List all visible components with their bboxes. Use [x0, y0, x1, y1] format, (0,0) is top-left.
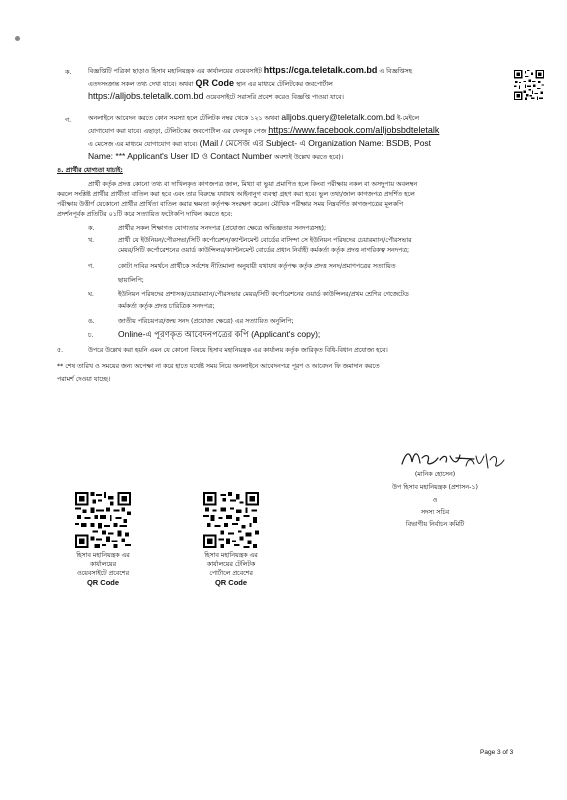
qr-code-inline-label: QR Code — [195, 78, 234, 88]
note-line: ** শেষ তারিখ ও সময়ের জন্য অপেক্ষা না করে হাতে যথেষ্ট সময় নিয়ে অনলাইনে আবেদনপত্র পূরণ ও আবেদন ফি জমাদান করতে — [57, 363, 380, 370]
item-5-text: উপরে উল্লেখ করা হয়নি এমন যে কোনো বিষয়ে হিসাব মহানিয়ন্ত্রক এর কার্যালয় কর্তৃক জারিকৃত বিধি-বিধান প্রযোজ্য হবে। — [88, 347, 388, 354]
list-item-marker: ঘ. — [88, 291, 94, 298]
signatory-title: উপ হিসাব মহানিয়ন্ত্রক (প্রশাসন-১) — [392, 484, 478, 491]
item-ga-text: যোগাযোগ করা যাবে। এছাড়া, টেলিটকের জবপোর্টাল এর ফেসবুক পেজ — [88, 128, 267, 135]
qr-right-caption-line: কার্যালয়ের টেলিটক — [206, 561, 256, 568]
item-5-marker: ৫. — [57, 347, 64, 354]
item-ka-text: বিজ্ঞপ্তিটি পত্রিকা ছাড়াও হিসাব মহানিয়ন্ত্রক এর কার্যালয়ের ওয়েবসাইট — [88, 68, 262, 75]
item-ka-text: ওয়েবসাইটে সরাসরি প্রবেশ করেও বিজ্ঞপ্তি পাওয়া যাবে। — [205, 94, 344, 101]
signatory-name: (মানিক হোসেন) — [414, 471, 456, 478]
small-qr-code-image — [514, 70, 544, 100]
signature-block — [360, 470, 510, 529]
list-item-text: প্রার্থী যে ইউনিয়ন/পৌরসভা/সিটি কর্পোরেশন/ক্যান্টনমেন্ট বোর্ডের বাসিন্দা সে ইউনিয়ন পরিষদের চেয়ারম্যান/পৌরসভার — [118, 237, 412, 244]
item-ga-text: এ মেসেজ এর মাধ্যমে যোগাযোগ করা যাবে। — [88, 141, 198, 148]
signatory-conjunction: ও — [432, 497, 438, 504]
punch-hole-mark — [15, 36, 20, 41]
qr-code-teletalk-portal[interactable] — [203, 492, 259, 548]
section-4-para-line: পরীক্ষায় উত্তীর্ণ যেকোনো প্রার্থীর প্রার্থিতা বাতিল করার ক্ষমতা কর্তৃপক্ষ সংরক্ষণ করেন। মৌখিক পরীক্ষার সময় নিম্নবর্ণিত কাগজপত্রের মূলকপি — [57, 201, 404, 208]
item-ka-text: এ বিজ্ঞপ্তিসহ — [379, 68, 412, 75]
cga-website-link[interactable]: https://cga.teletalk.com.bd — [263, 65, 378, 75]
qr-right-label: QR Code — [214, 578, 248, 587]
qr-left-caption-line: কার্যালয়ের — [89, 561, 117, 568]
qr-left-caption-line: ওয়েবসাইটে প্রবেশের — [76, 570, 130, 577]
facebook-page-link[interactable]: https://www.facebook.com/alljobsbdteletalk — [268, 125, 440, 135]
qr-left-caption — [48, 551, 158, 587]
list-item-marker: গ. — [88, 263, 95, 270]
section-4-heading: ৪. প্রার্থীর যোগ্যতা যাচাই: — [57, 167, 123, 174]
list-item-text: জাতীয় পরিচয়পত্র/জন্ম সনদ (প্রযোজ্য ক্ষেত্রে) এর সত্যায়িত অনুলিপি; — [118, 318, 294, 325]
list-item-marker: খ. — [88, 237, 95, 244]
support-email-link[interactable]: alljobs.query@teletalk.com.bd — [281, 112, 395, 122]
list-item-text: কর্মকর্তা কর্তৃক প্রদত্ত চারিত্রিক সনদপত্র; — [118, 303, 215, 310]
alljobs-website-link[interactable]: https://alljobs.teletalk.com.bd — [88, 91, 204, 101]
item-ka-line2 — [88, 79, 333, 89]
section-4-para-line: প্রার্থী কর্তৃক প্রদত্ত কোনো তথ্য বা দাখিলকৃত কাগজপত্র জাল, মিথ্যা বা ভুয়া প্রমাণিত হলে কিংবা পরীক্ষায় নকল বা অসদুপায় অবলম্বন — [88, 181, 418, 188]
item-ga-name-text: Name: *** Applicant's User ID ও Contact Number — [88, 151, 273, 161]
list-item-text: কোটা দাবির সমর্থনে প্রার্থীকে সর্বশেষ নীতিমালা অনুযায়ী যথাযথ কর্তৃপক্ষ কর্তৃক প্রদত্ত সনদ/প্রমাণপত্রের সত্যায়িত — [118, 263, 396, 270]
item-ga-line3 — [88, 139, 431, 149]
item-ka-text: এতদসংক্রান্ত সকল তথ্য দেখা যাবে। অথবা — [88, 81, 194, 88]
item-ga-subject-text: (Mail / মেসেজ এর Subject- এ Organization Name: BSDB, Post — [199, 138, 432, 148]
item-ka-text: স্থান এর মাধ্যমে টেলিটকের জবপোর্টাল — [236, 81, 333, 88]
item-ga-line4 — [88, 152, 343, 162]
list-item-marker: ঙ. — [88, 318, 95, 325]
qr-left-caption-line: হিসাব মহানিয়ন্ত্রক এর — [76, 552, 130, 559]
list-item-text: মেয়র/সিটি কর্পোরেশনের ওয়ার্ড কাউন্সিলর/ক্যান্টনমেন্ট বোর্ডের প্রধান নির্বাহী কর্মকর্তা কর্তৃক প্রদত্ত নাগরিকত্ব সনদপত্র; — [118, 247, 410, 254]
section-4-para-line: প্রদর্শনপূর্বক প্রতিটির ০১টি করে সত্যায়িত ফটোকপি দাখিল করতে হবে: — [57, 211, 233, 218]
item-ga-marker: গ. — [65, 117, 72, 124]
item-ka-line1 — [88, 66, 412, 76]
item-ka-line3 — [88, 92, 344, 102]
list-item-marker: চ. — [88, 332, 94, 339]
item-ga-line2 — [88, 126, 439, 136]
list-item-text: প্রার্থীর সকল শিক্ষাগত যোগ্যতার সনদপত্র (প্রযোজ্য ক্ষেত্রে অভিজ্ঞতার সনদপত্রসহ); — [118, 225, 327, 232]
qr-right-caption-line: হিসাব মহানিয়ন্ত্রক এর — [204, 552, 258, 559]
qr-code-cga-website[interactable] — [75, 492, 131, 548]
qr-right-caption-line: পোর্টালে প্রবেশের — [209, 570, 253, 577]
qr-right-caption — [176, 551, 286, 587]
signatory-title: সদস্য সচিব — [420, 509, 450, 516]
note-line: পরামর্শ দেওয়া যাচ্ছে। — [57, 376, 111, 383]
list-item-marker: ক. — [88, 225, 95, 232]
list-item-text: Online-এ পূরণকৃত আবেদনপত্রের কপি (Applicant's copy); — [118, 329, 321, 339]
item-ga-text: অনলাইনে আবেদন করতে কোন সমস্যা হলে টেলিটক নম্বর থেকে ১২১ অথবা — [88, 115, 280, 122]
item-ka-marker: ক. — [65, 69, 72, 76]
item-ga-text: ই-মেইলে — [396, 115, 420, 122]
qr-left-label: QR Code — [86, 578, 120, 587]
signatory-title: বিভাগীয় নির্বাচন কমিটি — [405, 521, 465, 528]
section-4-para-line: করলে সংশ্লিষ্ট প্রার্থীর প্রার্থীতা বাতিল করা হবে এবং তার বিরুদ্ধে যথাযথ আইনানুগ ব্যবস্থা গ্রহণ করা হবে। ভুল তথ্য/জাল কাগজপত্র প্রদর্শিত হলে — [57, 191, 415, 198]
page-number: Page 3 of 3 — [480, 749, 514, 756]
item-ga-line1 — [88, 113, 419, 123]
item-ga-text: অবশ্যই উল্লেখ করতে হবে)। — [274, 154, 344, 161]
list-item-text: ইউনিয়ন পরিষদের প্রশাসক/চেয়ারম্যান/পৌরসভার মেয়র/সিটি কর্পোরেশনের ওয়ার্ড কাউন্সিলর/প্রথম শ্রেণির গেজেটেড — [118, 291, 409, 298]
list-item-text: ছায়ালিপি; — [118, 277, 144, 284]
